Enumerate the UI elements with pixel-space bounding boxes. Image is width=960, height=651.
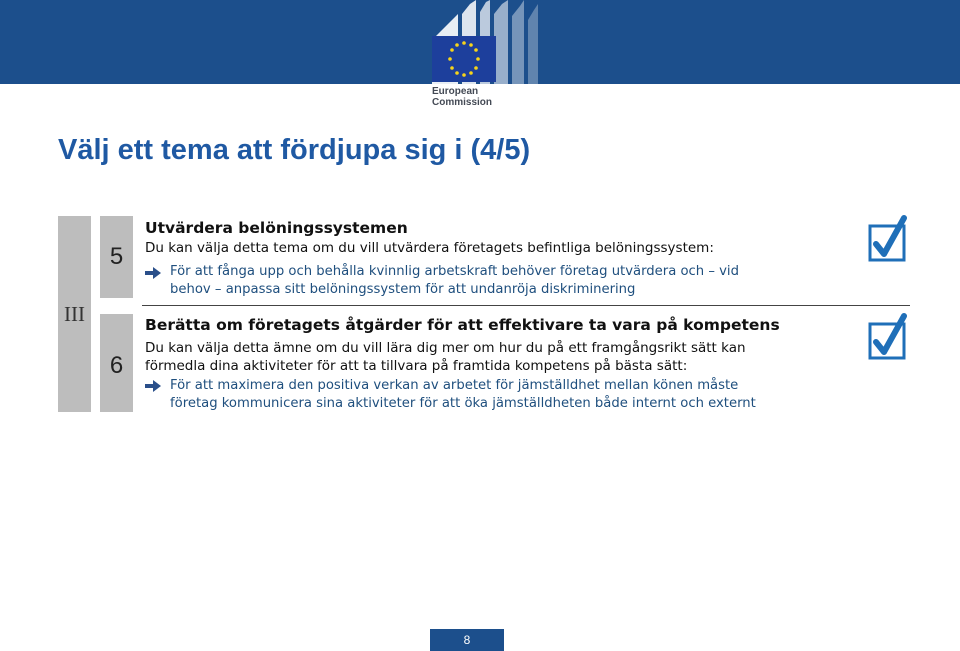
- block-number-5: [100, 216, 133, 298]
- block-number-6: [100, 314, 133, 412]
- section-label: [58, 216, 91, 412]
- block-5-intro: Du kan välja detta tema om du vill utvärdera företagets befintliga belöningssystem:: [145, 240, 714, 256]
- block-5-line: För att fånga upp och behålla kvinnlig arbetskraft behöver företag utvärdera och – vid: [170, 264, 739, 279]
- header-banner: [0, 0, 960, 116]
- block-6-body: [145, 377, 756, 413]
- block-6-line: För att maximera den positiva verkan av arbetet för jämställdhet mellan könen måste: [170, 378, 739, 393]
- logo-text: [432, 86, 492, 108]
- page-number: 8: [430, 629, 504, 651]
- block-6-intro-line: förmedla dina aktiviteter för att ta tillvara på framtida kompetens på bästa sätt:: [145, 358, 688, 374]
- block-number-text: 5: [109, 243, 124, 270]
- logo-text-line1: European: [432, 86, 479, 97]
- block-5-body: [145, 263, 739, 299]
- block-5-line: behov – anpassa sitt belöningssystem för att undanröja diskriminering: [170, 282, 636, 297]
- section-divider: [142, 305, 910, 306]
- section-numeral: III: [64, 302, 85, 326]
- checkbox-checked-icon: [868, 312, 908, 360]
- block-6-line: företag kommunicera sina aktiviteter för att öka jämställdheten både internt och externt: [170, 396, 756, 411]
- block-6-title: Berätta om företagets åtgärder för att effektivare ta vara på kompetens: [145, 316, 780, 334]
- checkbox-checked-icon: [868, 214, 908, 262]
- block-number-text: 6: [109, 352, 124, 379]
- page-title: Välj ett tema att fördjupa sig i (4/5): [58, 134, 531, 166]
- block-6-intro-line: Du kan välja detta ämne om du vill lära dig mer om hur du på ett framgångsrikt sätt kan: [145, 340, 746, 356]
- logo-text-line2: Commission: [432, 97, 493, 108]
- block-6-intro: [145, 339, 746, 375]
- block-5-title: Utvärdera belöningssystemen: [145, 219, 408, 237]
